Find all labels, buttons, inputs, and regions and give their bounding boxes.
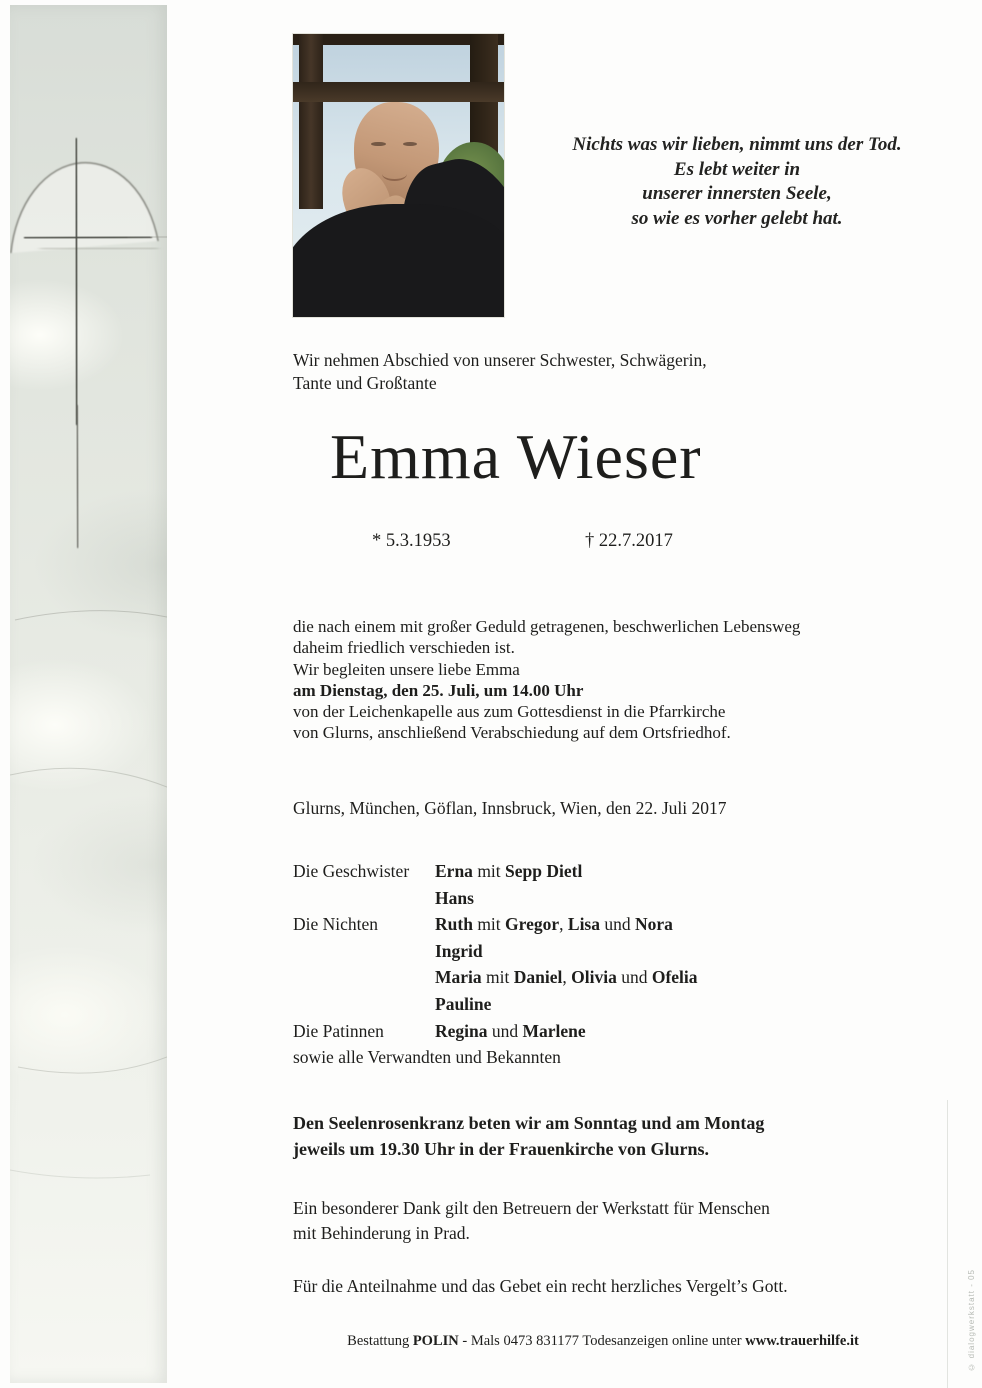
thanks-line: mit Behinderung in Prad. [293,1223,470,1243]
printer-credit-note: © dialogwerkstatt - 05 [967,1269,976,1372]
memorial-poem [537,133,937,232]
family-names: Pauline [435,993,492,1014]
family-closing-line: sowie alle Verwandten und Bekannten [293,1047,561,1068]
death-date: † 22.7.2017 [585,531,673,551]
announcement-line: daheim friedlich verschieden ist. [293,638,515,658]
family-row [293,1018,913,1045]
poem-line: unserer innersten Seele, [642,183,832,205]
family-role: Die Patinnen [293,1020,384,1041]
thanks-line: Ein besonderer Dank gilt den Betreuern der Werkstatt für Menschen [293,1198,770,1218]
decorative-side-strip [10,5,167,1383]
poem-line: Nichts was wir lieben, nimmt uns der Tod. [572,134,902,155]
thanks-paragraph [293,1196,933,1246]
portrait-photo [292,33,505,318]
farewell-intro [293,349,853,394]
scan-edge-line [947,1100,948,1388]
family-role: Die Nichten [293,914,379,935]
family-names: Regina und Marlene [435,1020,586,1041]
intro-line: Tante und Großtante [293,372,437,393]
family-row [293,858,913,885]
family-names: Maria mit Daniel, Olivia und Ofelia [435,967,698,988]
announcement-line: am Dienstag, den 25. Juli, um 14.00 Uhr [293,680,584,700]
poem-line: so wie es vorher gelebt hat. [631,208,843,230]
family-role [293,885,435,912]
funeral-home-footer: Bestattung POLIN - Mals 0473 831177 Todesanzeigen online unter www.trauerhilfe.it [347,1333,859,1349]
rosary-line: jeweils um 19.30 Uhr in der Frauenkirche von Glurns. [293,1138,710,1159]
cross-icon [10,5,167,1383]
rosary-notice [293,1111,933,1162]
announcement-line: Wir begleiten unsere liebe Emma [293,659,520,679]
announcement-line: die nach einem mit großer Geduld getragenen, beschwerlichen Lebensweg [293,617,801,636]
announcement-line: von der Leichenkapelle aus zum Gottesdienst in die Pfarrkirche [293,702,726,722]
family-row [293,964,913,991]
rosary-line: Den Seelenrosenkranz beten wir am Sonntag und am Montag [293,1113,765,1133]
poem-line: Es lebt weiter in [673,158,801,180]
funeral-announcement [293,616,893,744]
family-role [293,964,435,991]
family-role: Die Geschwister [293,861,410,881]
person-sweater [292,204,505,318]
family-names: Ruth mit Gregor, Lisa und Nora [435,914,673,935]
person-eye-left [371,142,386,147]
condolence-line: Für die Anteilnahme und das Gebet ein recht herzliches Vergelt’s Gott. [293,1276,788,1296]
deceased-name: Emma Wieser [330,421,702,492]
mourning-family-list [293,858,913,1071]
announcement-line: von Glurns, anschließend Verabschiedung auf dem Ortsfriedhof. [293,723,731,743]
family-names: Ingrid [435,940,483,961]
intro-line: Wir nehmen Abschied von unserer Schwester, Schwägerin, [293,350,707,370]
family-role [293,938,435,965]
place-date-line: Glurns, München, Göflan, Innsbruck, Wien, den 22. Juli 2017 [293,798,727,818]
family-names: Hans [435,887,474,908]
birth-date: * 5.3.1953 [372,531,451,551]
family-row [293,991,913,1018]
family-row [293,885,913,912]
person-smile [382,167,407,181]
family-role [293,991,435,1018]
family-row [293,911,913,938]
family-names: Erna mit Sepp Dietl [435,861,583,881]
family-row [293,938,913,965]
